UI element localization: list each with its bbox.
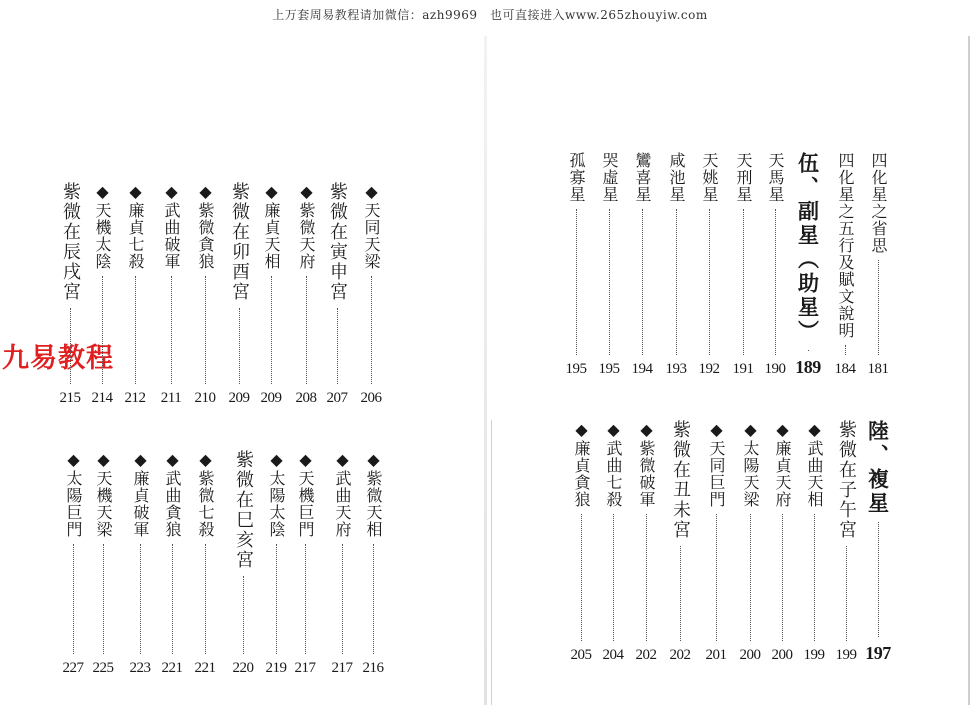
toc-entry-title: 哭虛星 — [600, 152, 619, 203]
toc-entry[interactable] — [324, 182, 350, 407]
dot-leader — [271, 276, 272, 384]
toc-entry-title: 天馬星 — [766, 152, 785, 203]
toc-entry-page: 206 — [360, 390, 382, 406]
toc-entry-page: 212 — [124, 390, 146, 406]
toc-entry[interactable] — [127, 450, 153, 677]
toc-entry-page: 210 — [194, 390, 216, 406]
toc-entry[interactable] — [293, 182, 319, 407]
toc-entry-title: ◆太陽太陰 — [267, 450, 286, 538]
dot-leader — [102, 276, 103, 384]
toc-entry-title: ◆紫微天相 — [364, 450, 383, 538]
toc-entry-page: 214 — [91, 390, 113, 406]
toc-entry-title: 紫微在子午宮 — [836, 420, 857, 540]
toc-entry[interactable] — [833, 420, 859, 664]
toc-entry[interactable] — [663, 152, 689, 378]
toc-entry-title: 紫微在巳亥宮 — [233, 450, 254, 570]
toc-entry-title: 陸、複星 — [865, 420, 891, 516]
toc-entry[interactable] — [600, 420, 626, 664]
dot-leader — [743, 209, 744, 355]
dot-leader — [135, 276, 136, 384]
toc-entry-title: 紫微在辰戌宮 — [60, 182, 81, 302]
dot-leader — [205, 276, 206, 384]
toc-entry-page: 217 — [294, 660, 316, 676]
toc-entry-title: 四化星之省思 — [869, 152, 888, 254]
dot-leader — [70, 308, 71, 384]
toc-entry[interactable] — [90, 450, 116, 677]
toc-entry-page: 209 — [228, 390, 250, 406]
dot-leader — [342, 544, 343, 654]
dot-leader — [373, 544, 374, 654]
toc-entry[interactable] — [596, 152, 622, 378]
toc-entry-page: 184 — [834, 361, 856, 377]
toc-entry-title: ◆武曲天府 — [333, 450, 352, 538]
toc-entry[interactable] — [629, 152, 655, 378]
dot-leader — [845, 345, 846, 355]
toc-entry[interactable] — [358, 182, 384, 407]
toc-entry[interactable] — [633, 420, 659, 664]
toc-entry-page: 202 — [669, 647, 691, 663]
toc-entry-page: 219 — [265, 660, 287, 676]
toc-entry[interactable] — [769, 420, 795, 664]
toc-entry-page: 221 — [161, 660, 183, 676]
toc-entry-title: ◆天機天梁 — [94, 450, 113, 538]
dot-leader — [576, 209, 577, 355]
dot-leader — [642, 209, 643, 355]
dot-leader — [276, 544, 277, 654]
dot-leader — [609, 209, 610, 355]
dot-leader — [243, 576, 244, 654]
toc-entry[interactable] — [292, 450, 318, 677]
toc-entry-page: 190 — [764, 361, 786, 377]
toc-entry-page: 216 — [362, 660, 384, 676]
toc-entry-title: ◆廉貞破軍 — [131, 450, 150, 538]
toc-entry[interactable] — [192, 450, 218, 677]
toc-entry-page: 199 — [835, 647, 857, 663]
dot-leader — [581, 514, 582, 641]
toc-entry[interactable] — [60, 450, 86, 677]
dot-leader — [878, 260, 879, 355]
toc-entry-title: ◆武曲七殺 — [604, 420, 623, 508]
toc-entry-title: ◆太陽天梁 — [741, 420, 760, 508]
toc-entry[interactable] — [230, 450, 256, 677]
toc-entry[interactable] — [192, 182, 218, 407]
toc-entry-page: 209 — [260, 390, 282, 406]
toc-entry-page: 221 — [194, 660, 216, 676]
watermark-logo: 九易教程 — [2, 343, 114, 374]
dot-leader — [205, 544, 206, 654]
toc-entry-page: 193 — [665, 361, 687, 377]
dot-leader — [750, 514, 751, 641]
toc-entry-title: 咸池星 — [667, 152, 686, 203]
toc-entry[interactable] — [703, 420, 729, 664]
toc-entry-title: 四化星之五行及賦文說明 — [836, 152, 855, 339]
toc-entry-page: 195 — [565, 361, 587, 377]
dot-leader — [775, 209, 776, 355]
book-spine-line — [491, 420, 492, 705]
toc-entry-page: 220 — [232, 660, 254, 676]
toc-entry[interactable] — [730, 152, 756, 378]
book-spine — [484, 36, 487, 705]
toc-entry-title: ◆廉貞天府 — [773, 420, 792, 508]
toc-entry-title: ◆武曲天相 — [805, 420, 824, 508]
dot-leader — [716, 514, 717, 641]
toc-entry-page: 181 — [867, 361, 889, 377]
dot-leader — [305, 544, 306, 654]
toc-entry-page: 201 — [705, 647, 727, 663]
toc-entry[interactable] — [762, 152, 788, 378]
toc-entry[interactable] — [865, 420, 891, 664]
toc-entry[interactable] — [563, 152, 589, 378]
toc-entry-title: ◆武曲破軍 — [162, 182, 181, 270]
toc-entry-title: ◆紫微天府 — [297, 182, 316, 270]
dot-leader — [782, 514, 783, 641]
toc-entry-page: 215 — [59, 390, 81, 406]
toc-entry-page: 223 — [129, 660, 151, 676]
toc-entry-page: 189 — [795, 357, 821, 377]
toc-entry[interactable] — [89, 182, 115, 407]
toc-entry-title: ◆廉貞天相 — [262, 182, 281, 270]
dot-leader — [73, 544, 74, 654]
toc-entry-title: 紫微在卯酉宮 — [229, 182, 250, 302]
toc-entry-page: 204 — [602, 647, 624, 663]
dot-leader — [337, 308, 338, 384]
toc-entry-title: ◆天機巨門 — [296, 450, 315, 538]
page-header-banner: 上万套周易教程请加微信：azh9969 也可直接进入www.265zhouyiw.com — [272, 8, 708, 22]
dot-leader — [239, 308, 240, 384]
dot-leader — [709, 209, 710, 355]
toc-entry-title: ◆武曲貪狼 — [163, 450, 182, 538]
toc-entry[interactable] — [122, 182, 148, 407]
toc-entry-page: 202 — [635, 647, 657, 663]
toc-entry[interactable] — [263, 450, 289, 677]
toc-entry[interactable] — [360, 450, 386, 677]
toc-entry-title: 鸞喜星 — [633, 152, 652, 203]
dot-leader — [846, 546, 847, 641]
dot-leader — [140, 544, 141, 654]
toc-entry-page: 217 — [331, 660, 353, 676]
toc-entry[interactable] — [696, 152, 722, 378]
toc-entry[interactable] — [832, 152, 858, 378]
toc-entry-page: 205 — [570, 647, 592, 663]
toc-entry-title: 孤寡星 — [567, 152, 586, 203]
page-edge — [968, 36, 970, 705]
toc-entry-page: 192 — [698, 361, 720, 377]
toc-entry-title: ◆太陽巨門 — [64, 450, 83, 538]
toc-entry-page: 199 — [803, 647, 825, 663]
toc-entry-page: 227 — [62, 660, 84, 676]
toc-entry-page: 200 — [739, 647, 761, 663]
toc-entry-title: ◆天同巨門 — [707, 420, 726, 508]
dot-leader — [814, 514, 815, 641]
toc-entry-title: 紫微在丑未宮 — [670, 420, 691, 540]
toc-entry-title: ◆天同天梁 — [362, 182, 381, 270]
toc-entry[interactable] — [158, 182, 184, 407]
toc-entry-title: ◆天機太陰 — [93, 182, 112, 270]
toc-entry-page: 197 — [865, 643, 891, 663]
toc-entry-page: 207 — [326, 390, 348, 406]
dot-leader — [306, 276, 307, 384]
toc-entry[interactable] — [329, 450, 355, 677]
toc-entry-title: ◆紫微破軍 — [637, 420, 656, 508]
toc-entry-page: 208 — [295, 390, 317, 406]
toc-entry-title: 天刑星 — [734, 152, 753, 203]
toc-entry-title: 伍、副星（助星） — [795, 152, 821, 344]
dot-leader — [646, 514, 647, 641]
toc-entry[interactable] — [801, 420, 827, 664]
toc-entry-title: 紫微在寅申宮 — [327, 182, 348, 302]
dot-leader — [371, 276, 372, 384]
toc-entry-page: 195 — [598, 361, 620, 377]
toc-entry[interactable] — [667, 420, 693, 664]
toc-entry-page: 200 — [771, 647, 793, 663]
toc-entry[interactable] — [568, 420, 594, 664]
toc-entry-title: ◆廉貞七殺 — [126, 182, 145, 270]
dot-leader — [103, 544, 104, 654]
toc-entry-title: ◆紫微七殺 — [196, 450, 215, 538]
toc-entry[interactable] — [258, 182, 284, 407]
dot-leader — [613, 514, 614, 641]
dot-leader — [680, 546, 681, 641]
toc-entry[interactable] — [57, 182, 83, 407]
toc-entry[interactable] — [159, 450, 185, 677]
toc-entry-page: 194 — [631, 361, 653, 377]
toc-entry-page: 225 — [92, 660, 114, 676]
dot-leader — [171, 276, 172, 384]
toc-entry-title: ◆紫微貪狼 — [196, 182, 215, 270]
dot-leader — [676, 209, 677, 355]
dot-leader — [172, 544, 173, 654]
toc-entry[interactable] — [226, 182, 252, 407]
dot-leader — [808, 350, 809, 351]
toc-entry[interactable] — [737, 420, 763, 664]
toc-entry-title: 天姚星 — [700, 152, 719, 203]
toc-entry-page: 191 — [732, 361, 754, 377]
dot-leader — [878, 522, 879, 637]
toc-entry-page: 211 — [160, 390, 182, 406]
toc-entry-title: ◆廉貞貪狼 — [572, 420, 591, 508]
toc-entry[interactable] — [865, 152, 891, 378]
toc-entry[interactable] — [795, 152, 821, 378]
